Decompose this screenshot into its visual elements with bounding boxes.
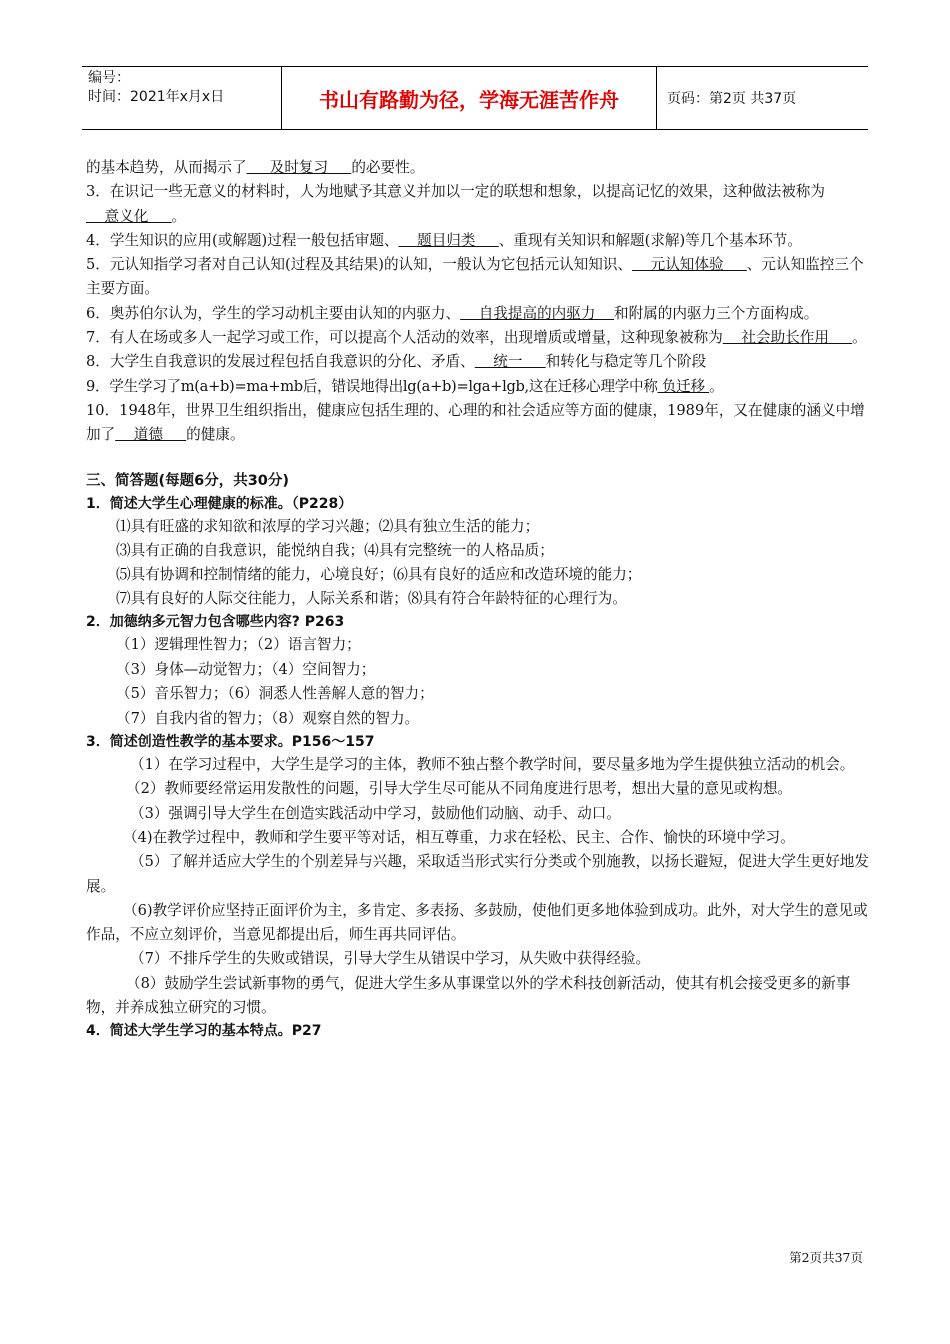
text: 5．元认知指学习者对自己认知(过程及其结果)的认知，一般认为它包括元认知知识、 bbox=[86, 256, 633, 274]
text: 。 bbox=[709, 377, 724, 395]
list-item: （1）逻辑理性智力；（2）语言智力； bbox=[116, 636, 361, 654]
answer-blank: 及时复习 bbox=[246, 159, 352, 176]
text: 8．大学生自我意识的发展过程包括自我意识的分化、矛盾、 bbox=[86, 353, 475, 371]
section-title: 三、简答题(每题6分，共30分) bbox=[86, 472, 290, 489]
list-item: （7）自我内省的智力；（8）观察自然的智力。 bbox=[116, 709, 420, 727]
text: 3．在识记一些无意义的材料时，人为地赋予其意义并加以一定的联想和想象，以提高记忆的效果，这种做法被称为 bbox=[86, 183, 825, 201]
list-item: （3）身体—动觉智力；（4）空间智力； bbox=[116, 660, 376, 678]
paragraph-5 bbox=[86, 253, 870, 302]
text: 6．奥苏伯尔认为，学生的学习动机主要由认知的内驱力、 bbox=[86, 304, 461, 322]
list-item: ⑶具有正确的自我意识，能悦纳自我；⑷具有完整统一的人格品质； bbox=[116, 542, 554, 560]
list-item: （8）鼓励学生尝试新事物的勇气，促进大学生多从事课堂以外的学术科技创新活动，使其有机会接受更多的新事物，并养成独立研究的习惯。 bbox=[86, 974, 851, 1017]
header-page-info: 页码：第2页 共37页 bbox=[667, 91, 797, 107]
text: 9．学生学习了m(a+b)=ma+mb后，错误地得出lg(a+b)=lga+lgb,这在迁移心理学中称 bbox=[86, 377, 658, 395]
paragraph-9 bbox=[86, 375, 870, 399]
list-item: （7）不排斥学生的失败或错误，引导大学生从错误中学习，从失败中获得经验。 bbox=[130, 950, 651, 968]
text: 7．有人在场或多人一起学习或工作，可以提高个人活动的效率，出现增质或增量，这种现象被称为 bbox=[86, 329, 723, 347]
paragraph-6 bbox=[86, 302, 870, 326]
page-footer: 第2页共37页 bbox=[789, 1250, 863, 1265]
list-item: ⑴具有旺盛的求知欲和浓厚的学习兴趣；⑵具有独立生活的能力； bbox=[116, 518, 540, 536]
text: 。 bbox=[852, 329, 867, 347]
list-item: （2）教师要经常运用发散性的问题，引导大学生尽可能从不同角度进行思考，想出大量的意见或构想。 bbox=[126, 780, 793, 798]
answer-blank: 元认知体验 bbox=[632, 256, 747, 274]
question-3-title: 3．简述创造性教学的基本要求。P156～157 bbox=[86, 734, 375, 751]
answer-blank: 意义化 bbox=[86, 207, 172, 225]
question-1-title: 1．简述大学生心理健康的标准。（P228） bbox=[86, 496, 353, 513]
page-header bbox=[82, 66, 868, 130]
paragraph-1 bbox=[86, 156, 870, 180]
text: 。 bbox=[171, 207, 187, 225]
header-motto: 书山有路勤为径，学海无涯苦作舟 bbox=[282, 67, 657, 129]
paragraph-7 bbox=[86, 326, 870, 350]
text: 4．学生知识的应用(或解题)过程一般包括审题、 bbox=[86, 231, 399, 249]
answer-blank: 社会助长作用 bbox=[722, 329, 853, 347]
question-2-title: 2．加德纳多元智力包含哪些内容? P263 bbox=[86, 614, 345, 631]
paragraph-8 bbox=[86, 350, 870, 374]
list-item: （5）音乐智力；（6）洞悉人性善解人意的智力； bbox=[116, 685, 434, 703]
question-4-title: 4．简述大学生学习的基本特点。P27 bbox=[86, 1023, 322, 1040]
text: 和转化与稳定等几个阶段 bbox=[545, 353, 707, 371]
answer-blank: 负迁移 bbox=[657, 377, 710, 395]
paragraph-4 bbox=[86, 229, 870, 253]
paragraph-3 bbox=[86, 180, 870, 229]
header-meta bbox=[82, 67, 282, 129]
number-label: 编号： bbox=[88, 70, 130, 86]
list-item: （3）强调引导大学生在创造实践活动中学习，鼓励他们动脑、动手、动口。 bbox=[130, 804, 621, 822]
answer-blank: 道德 bbox=[115, 426, 187, 444]
answer-blank: 自我提高的内驱力 bbox=[460, 304, 615, 322]
list-item: ⑺具有良好的人际交往能力，人际关系和谐；⑻具有符合年龄特征的心理行为。 bbox=[116, 590, 627, 608]
answer-blank: 题目归类 bbox=[398, 231, 499, 249]
text: 和附属的内驱力三个方面构成。 bbox=[614, 304, 819, 322]
text: 10．1948年，世界卫生组织指出，健康应包括生理的、心理的和社会适应等方面的健康，1989年，又在健康的涵义中增加了 bbox=[86, 401, 865, 444]
text: 的必要性。 bbox=[351, 159, 425, 176]
paragraph-10 bbox=[86, 399, 870, 448]
text: 、重现有关知识和解题(求解)等几个基本环节。 bbox=[498, 231, 802, 249]
list-item: （4)在教学过程中，教师和学生要平等对话，相互尊重，力求在轻松、民主、合作、愉快的环境中学习。 bbox=[123, 828, 795, 846]
document-body bbox=[86, 156, 870, 1042]
list-item: ⑸具有协调和控制情绪的能力，心境良好；⑹具有良好的适应和改造环境的能力； bbox=[116, 566, 642, 584]
list-item: （5）了解并适应大学生的个别差异与兴趣，采取适当形式实行分类或个别施教，以扬长避短，促进大学生更好地发展。 bbox=[86, 853, 869, 895]
text: 、元认知监控三个主要方面。 bbox=[86, 256, 864, 298]
answer-blank: 统一 bbox=[474, 353, 546, 371]
date-label: 时间：2021年x月x日 bbox=[88, 89, 225, 105]
text: 的基本趋势，从而揭示了 bbox=[86, 159, 247, 176]
list-item: （6)教学评价应坚持正面评价为主，多肯定、多表扬、多鼓励，使他们更多地体验到成功。此外，对大学生的意见或作品，不应立刻评价，当意见都提出后，师生再共同评估。 bbox=[86, 901, 868, 944]
text: 的健康。 bbox=[186, 426, 245, 444]
list-item: （1）在学习过程中，大学生是学习的主体，教师不独占整个教学时间，要尽量多地为学生提供独立活动的机会。 bbox=[130, 756, 855, 774]
